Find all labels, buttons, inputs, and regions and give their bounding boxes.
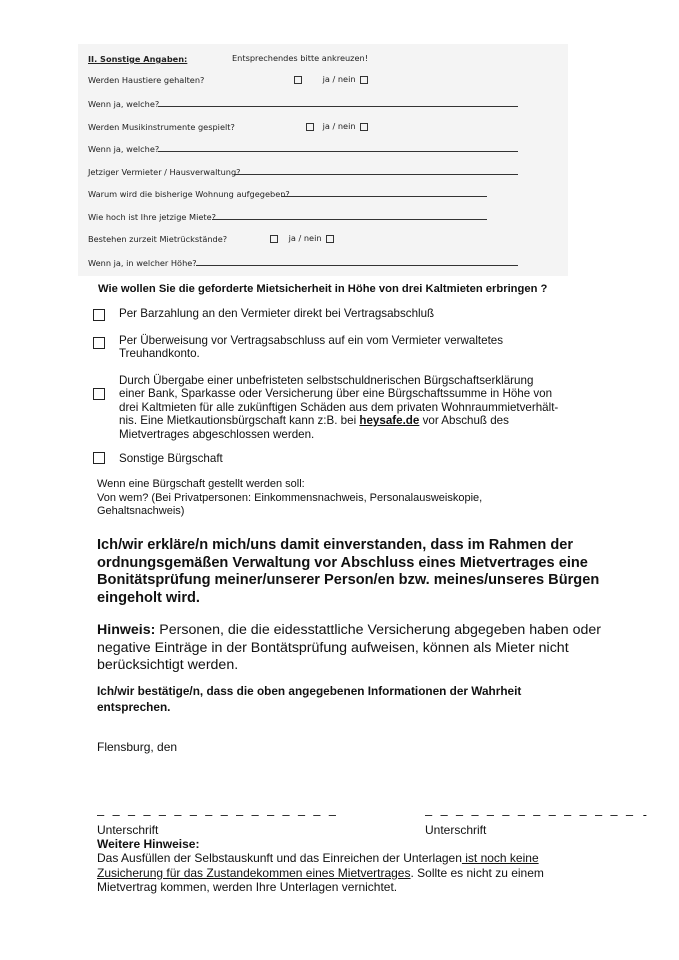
- further-notes-line: Das Ausfüllen der Selbstauskunft und das Einreichen der Unterlagen ist noch keine: [97, 851, 539, 866]
- question-instruments: Werden Musikinstrumente gespielt?: [88, 122, 235, 132]
- heysafe-link[interactable]: heysafe.de: [359, 414, 420, 428]
- signature-label-left: Unterschrift: [97, 823, 159, 837]
- checkbox-arrears-a[interactable]: [270, 235, 278, 243]
- consent-line: ordnungsgemäßen Verwaltung vor Abschluss eines Mietvertrages eine: [97, 554, 588, 571]
- truth-confirmation: [97, 684, 521, 715]
- checkbox-transfer[interactable]: [93, 337, 105, 349]
- question-pets: Werden Haustiere gehalten?: [88, 75, 205, 85]
- checkbox-cash[interactable]: [93, 309, 105, 321]
- consent-line: eingeholt wird.: [97, 589, 200, 606]
- question-arrears-amount: Wenn ja, in welcher Höhe?: [88, 258, 197, 268]
- guarantor-info: [97, 478, 482, 519]
- question-reason: Warum wird die bisherige Wohnung aufgegeben?: [88, 189, 290, 199]
- option-other: Sonstige Bürgschaft: [119, 452, 223, 465]
- confirm-line: entsprechen.: [97, 699, 171, 714]
- consent-line: Bonitätsprüfung meiner/unserer Person/en bzw. meines/unseres Bürgen: [97, 572, 600, 589]
- signature-line-left[interactable]: — — — — — — — — — — — — — — — —: [97, 808, 337, 822]
- question-which-pets: Wenn ja, welche?: [88, 99, 160, 109]
- notice-line: berücksichtigt werden.: [97, 657, 239, 674]
- consent-statement: [97, 537, 599, 607]
- checkbox-pets-b[interactable]: [360, 76, 368, 84]
- option-transfer-line: Treuhandkonto.: [119, 347, 200, 361]
- question-rent: Wie hoch ist Ihre jetzige Miete?: [88, 212, 217, 222]
- answer-line[interactable]: [158, 151, 518, 152]
- guarantor-line: Von wem? (Bei Privatpersonen: Einkommensnachweis, Personalausweiskopie,: [97, 491, 483, 504]
- option-cash: Per Barzahlung an den Vermieter direkt bei Vertragsabschluß: [119, 307, 435, 320]
- instruction-text: Entsprechendes bitte ankreuzen!: [232, 53, 368, 63]
- option-bond-line: drei Kaltmieten für alle zukünftigen Schäden aus dem privaten Wohnraummietverhält-: [119, 400, 559, 414]
- question-which-instruments: Wenn ja, welche?: [88, 144, 160, 154]
- answer-line[interactable]: [234, 174, 518, 175]
- checkbox-bond[interactable]: [93, 388, 105, 400]
- confirm-line: Ich/wir bestätige/n, dass die oben angegebenen Informationen der Wahrheit: [97, 684, 522, 698]
- option-bond-line: nis. Eine Mietkautionsbürgschaft kann z:B. bei heysafe.de vor Abschuß des: [119, 414, 509, 428]
- further-notes-line: Mietvertrag kommen, werden Ihre Unterlagen vernichtet.: [97, 880, 398, 895]
- checkbox-pets-a[interactable]: [294, 76, 302, 84]
- security-question: Wie wollen Sie die geforderte Mietsicherheit in Höhe von drei Kaltmieten erbringen ?: [98, 283, 548, 295]
- signature-label-right: Unterschrift: [425, 823, 487, 837]
- notice-line: negative Einträge in der Bontätsprüfung aufweisen, können als Mieter nicht: [97, 639, 569, 656]
- question-arrears: Bestehen zurzeit Mietrückstände?: [88, 234, 228, 244]
- guarantor-line: Gehaltsnachweis): [97, 505, 185, 518]
- guarantor-line: Wenn eine Bürgschaft gestellt werden soll:: [97, 478, 305, 490]
- notice: [97, 622, 601, 675]
- answer-line[interactable]: [196, 265, 518, 266]
- checkbox-arrears-b[interactable]: [326, 235, 334, 243]
- signature-line-right[interactable]: — — — — — — — — — — — — — — -: [425, 808, 650, 822]
- scanned-form-section: [78, 44, 568, 276]
- place-date-label: Flensburg, den: [97, 740, 178, 754]
- option-bond-line: Durch Übergabe einer unbefristeten selbstschuldnerischen Bürgschaftserklärung: [119, 374, 534, 387]
- further-notes: [97, 837, 544, 895]
- option-transfer-line: Per Überweisung vor Vertragsabschluss auf ein vom Vermieter verwaltetes: [119, 334, 504, 347]
- answer-line[interactable]: [158, 106, 518, 107]
- checkbox-instruments-b[interactable]: [360, 123, 368, 131]
- option-transfer: [119, 334, 503, 361]
- option-bond-line: Mietvertrages abgeschlossen werden.: [119, 427, 315, 441]
- further-notes-line: Zusicherung für das Zustandekommen eines Mietvertrages. Sollte es nicht zu einem: [97, 865, 544, 880]
- notice-label: Hinweis:: [97, 622, 156, 638]
- checkbox-other[interactable]: [93, 452, 105, 464]
- consent-line: Ich/wir erkläre/n mich/uns damit einverstanden, dass im Rahmen der: [97, 537, 574, 553]
- yes-no-label: ja / nein: [322, 74, 356, 84]
- option-bond-line: einer Bank, Sparkasse oder Versicherung über eine Bürgschaftssumme in Höhe von: [119, 387, 553, 401]
- yes-no-label: ja / nein: [322, 121, 356, 131]
- further-notes-heading: Weitere Hinweise:: [97, 837, 200, 851]
- answer-line[interactable]: [212, 219, 487, 220]
- checkbox-instruments-a[interactable]: [306, 123, 314, 131]
- option-bond: [119, 374, 558, 441]
- section-heading: II. Sonstige Angaben:: [88, 54, 188, 64]
- yes-no-label: ja / nein: [288, 233, 322, 243]
- answer-line[interactable]: [281, 196, 487, 197]
- notice-line: Hinweis: Personen, die die eidesstattliche Versicherung abgegeben haben oder: [97, 622, 601, 638]
- question-landlord: Jetziger Vermieter / Hausverwaltung?: [88, 167, 241, 177]
